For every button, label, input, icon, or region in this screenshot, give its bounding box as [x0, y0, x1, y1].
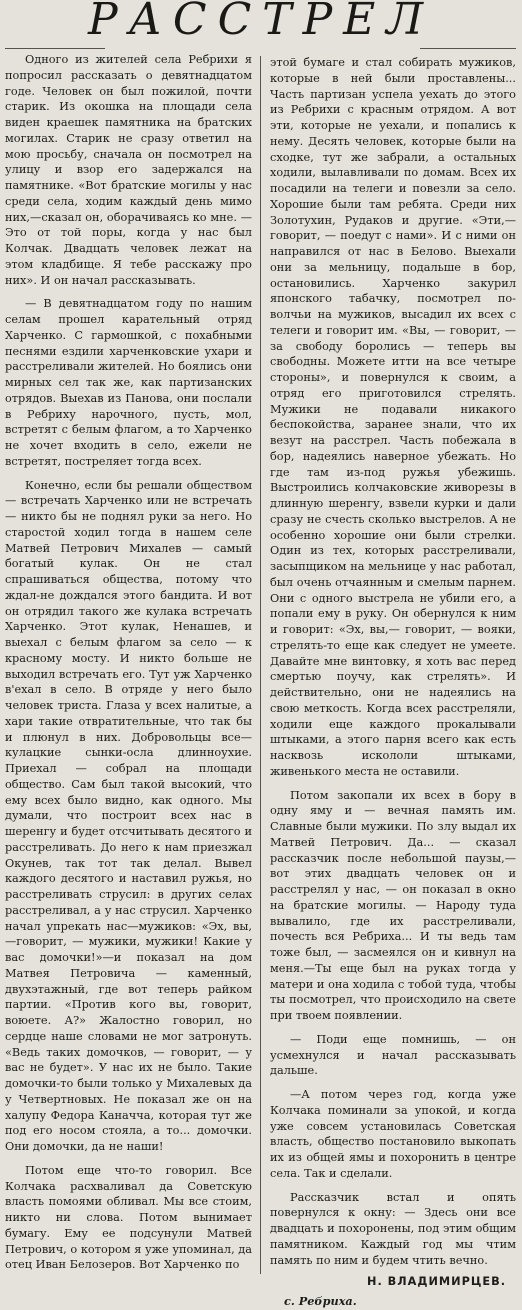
paragraph: — В девятнадцатом году по нашим селам прошел карательный отряд Харченко. С гармошкой, с похабными песнями ездили харченковские ухари и расстреливали жителей. Но боялись они мирных сел так же, как партизанских отрядов. Выехав из Панова, они послали в Ребриху нарочного, пусть, мол, встретят с белым флагом, а то Харченко не хочет входить в село, ежели не встретят, постреляет тогда всех.: [5, 297, 252, 468]
paragraph: этой бумаге и стал собирать мужиков, которые в ней были проставлены... Часть партизан успела уехать до этого из Ребрихи с красным отрядом. А вот эти, которые не уехали, и попались к нему. Десять человек, которые были на сходке, тут же забрали, а остальных ходили, вылавливали по домам. Всех их посадили на телеги и повезли за село. Хорошие были там ребята. Среди них Золотухин, Рудаков и другие. «Эти,—говорит, — поедут с нами». И с ними он направился от нас в Белово. Выехали они за мельницу, подальше в бор, остановились. Харченко закурил японского табачку, посмотрел по-волчьи на мужиков, высадил их всех с телеги и говорит им. «Вы, — говорит, — за свободу боролись — теперь вы свободны. Можете итти на все четыре стороны», и повернулся к своим, а отряд его приготовился стрелять. Мужики не подавали никакого беспокойства, заранее знали, что их везут на расстрел. Часть побежала в бор, надеялись наверное убежать. Но где там из-под ружья убежишь. Выстроились колчаковские живорезы в длинную шеренгу, взвели курки и дали сразу не счесть сколько выстрелов. А не особенно хорошие они были стрелки. Один из тех, которых расстреливали, засыпщиком на мельнице у нас работал, был очень отчаянным и смелым парнем. Они с одного выстрела не убили его, а попали ему в руку. Он обернулся к ним и говорит: «Эх, вы,— говорит, — вояки, стрелять-то еще как следует не умеете. Давайте мне винтовку, я хоть вас перед смертью поучу, как стрелять». И действительно, они не надеялись на свою меткость. Когда всех расстреляли, ходили еще каждого прокалывали штыками, а этого парня всего как есть насквозь искололи штыками, живенького места не оставили.: [270, 56, 516, 778]
author-signature: Н. ВЛАДИМИРЦЕВ.: [366, 1275, 506, 1289]
article-title: РАССТРЕЛ: [87, 0, 435, 45]
left-column: [5, 52, 252, 1276]
column-divider: [260, 56, 261, 1274]
right-column: [270, 55, 516, 1308]
paragraph: — Поди еще помнишь, — он усмехнулся и начал рассказывать дальше.: [270, 1032, 516, 1078]
dateline-place: с. Ребриха.: [284, 1294, 357, 1308]
paragraph: Одного из жителей села Ребрихи я попросил рассказать о девятнадцатом годе. Человек он был пожилой, почти старик. Из окошка на площади села виден краешек памятника на братских могилах. Старик не сразу ответил на мою просьбу, сначала он посмотрел на улицу и взор его задержался на памятнике. «Вот братские могилы у нас среди села, ходим каждый день мимо них,—сказал он, оборачиваясь ко мне. — Это от той поры, когда у нас был Колчак. Двадцать человек лежат на этом кладбище. Я тебе расскажу про них». И он начал рассказывать.: [5, 53, 252, 287]
paragraph: Рассказчик встал и опять повернулся к окну: — Здесь они все двадцать и похоронены, под этим общим памятником. Каждый год мы чтим память по ним и будем чтить вечно.: [270, 1190, 516, 1267]
paragraph: Потом еще что-то говорил. Все Колчака расхваливал да Советскую власть помоями обливал. Мы все стоим, никто ни слова. Потом вынимает бумагу. Ему ее подсунули Матвей Петрович, о котором я уже упоминал, да отец Иван Белозеров. Вот Харченко по: [5, 1163, 252, 1272]
title-rule-left: [5, 48, 105, 49]
paragraph: Потом закопали их всех в бору в одну яму и — вечная память им. Славные были мужики. По злу выдал их Матвей Петрович. Да... — сказал рассказчик после небольшой паузы,— вот этих двадцать человек он и расстрелял у нас, — он показал в окно на братские могилы. — Народу туда вывалило, где их расстреливали, почесть вся Ребриха... И ты ведь там тоже был, — засмеялся он и кивнул на меня.—Ты еще был на руках тогда у матери и она ходила с тобой туда, чтобы ты посмотрел, что происходило на свете при твоем появлении.: [270, 788, 516, 1022]
paragraph: Конечно, если бы решали обществом — встречать Харченко или не встречать — никто бы не поднял руки за него. Но старостой ходил тогда в нашем селе Матвей Петрович Михалев — самый богатый кулак. Он не стал спрашиваться общества, потому что ждал-не дождался этого бандита. И вот он отрядил такого же кулака встречать Харченко. Этот кулак, Ненашев, и выехал с белым флагом за село — к красному мосту. И никто больше не выходил встречать его. Тут уж Харченко в'ехал в село. В отряде у него было человек триста. Глаза у всех налитые, а хари такие отвратительные, что так бы и плюнул в них. Добровольцы все—кулацкие сынки-осла длинноухие. Приехал — собрал на площади общество. Сам был такой высокий, что ему всех было видно, как одного. Мы думали, что построит всех нас в шеренгу и будет отсчитывать десятого и расстреливать. До него к нам приезжал Окунев, так тот так делал. Вывел каждого десятого и наставил ружья, но расстреливать струсил: в других селах расстреливал, а у нас струсил. Харченко начал упрекать нас—мужиков: «Эх, вы,—говорит, — мужики, мужики! Какие у вас домочки!»—и показал на дом Матвея Петровича — каменный, двухэтажный, где вот теперь райком партии. «Против кого вы, говорит, воюете. А?» Жалостно говорил, но сердце наше словами не мог затронуть. «Ведь таких домочков, — говорит, — у вас не будет». У нас их не было. Такие домочки-то были только у Михалевых да у Четвертновых. Не показал же он на халупу Федора Каначча, которая тут же под его носом стояла, а то... домочки. Они домочки, да не наши!: [5, 478, 252, 1153]
title-rule-right: [420, 48, 516, 49]
paragraph: —А потом через год, когда уже Колчака поминали за упокой, и когда уже совсем установилась Советская власть, общество постановило выкопать их из общей ямы и похоронить в центре села. Так и сделали.: [270, 1088, 516, 1180]
